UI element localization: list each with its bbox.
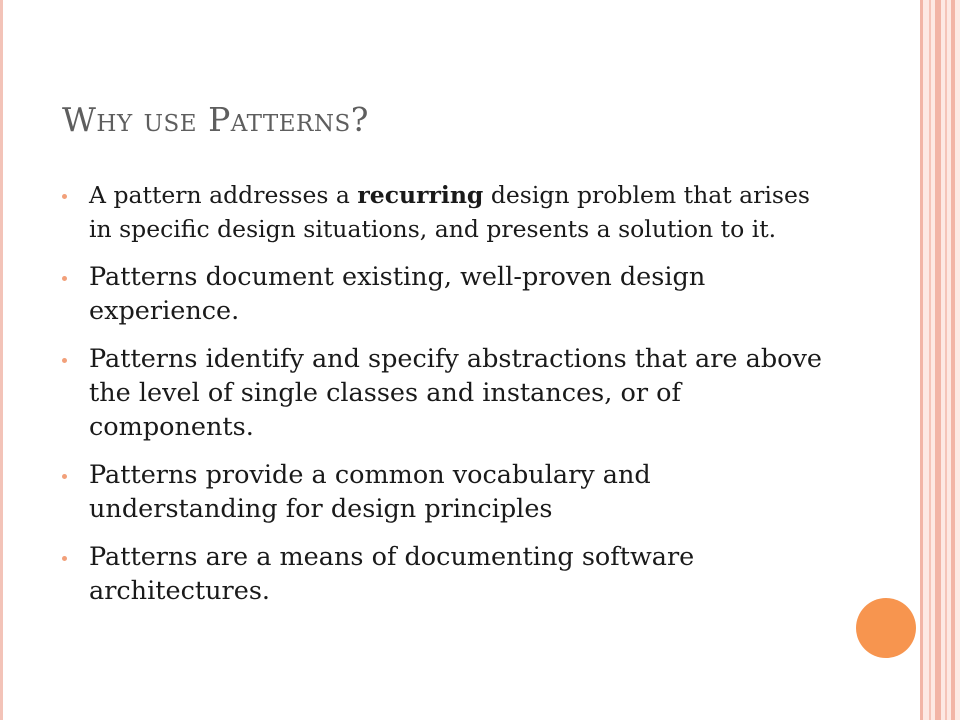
bullet-dot-icon [62,358,67,363]
bullet-text: A pattern addresses a [89,181,358,209]
bullet-text: Patterns provide a common vocabulary and understanding for design principles [89,460,651,524]
left-border-rule [0,0,3,720]
bullet-dot-icon [62,474,67,479]
bullet-item [62,342,832,444]
bullet-item [62,178,832,246]
stripe [920,0,923,720]
bullet-dot-icon [62,276,67,281]
bullet-item [62,260,832,328]
bullet-text: Patterns are a means of documenting software architectures. [89,542,695,606]
bullet-emphasis: recurring [357,181,484,209]
stripe [951,0,955,720]
bullet-item [62,458,832,526]
bullet-text: design problem that arises in specific design situations, and presents a solution to it. [89,181,810,243]
stripe [929,0,931,720]
bullet-list [62,178,832,622]
stripe [935,0,941,720]
slide-title: Why use Patterns? [62,100,369,139]
bullet-item [62,540,832,608]
bullet-text: Patterns identify and specify abstractions that are above the level of single classes and instances, or of components. [89,344,822,442]
accent-circle [856,598,916,658]
bullet-text: Patterns document existing, well-proven design experience. [89,262,706,326]
bullet-dot-icon [62,194,67,199]
stripe [945,0,947,720]
right-decorative-stripes [920,0,960,720]
bullet-dot-icon [62,556,67,561]
